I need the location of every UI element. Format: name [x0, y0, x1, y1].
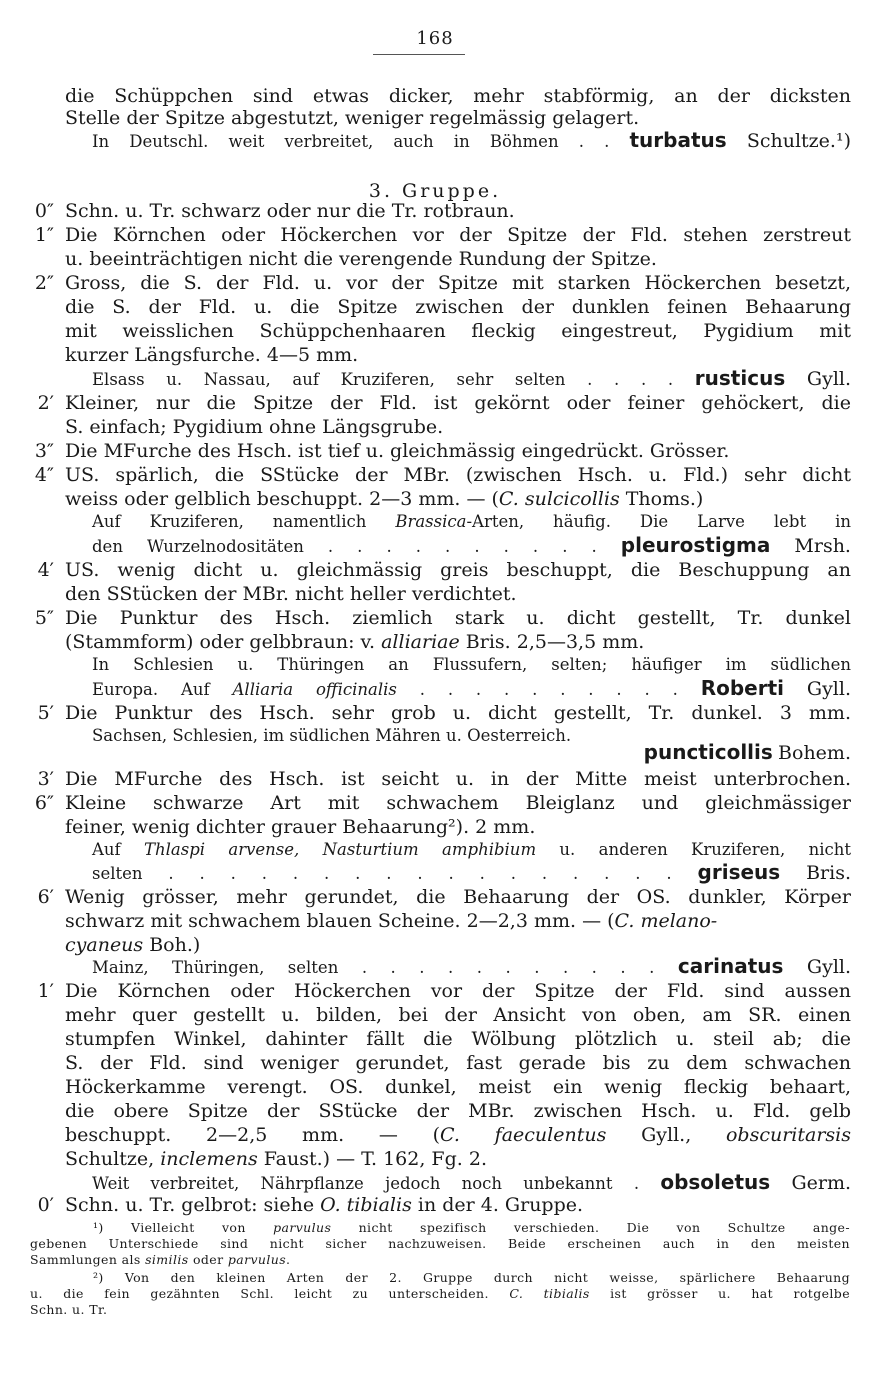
line-text: In Deutschl. weit verbreitet, auch in Böhmen . .	[92, 132, 610, 151]
line-text: selten . . . . . . . . . . . . . . . . .	[92, 864, 672, 883]
line-text: US. spärlich, die SStücke der MBr. (zwischen Hsch. u. Fld.) sehr dicht	[65, 464, 851, 486]
text-line	[65, 1052, 851, 1074]
italic-name: similis	[145, 1252, 189, 1267]
line-text: die obere Spitze der SStücke der MBr. zwischen Hsch. u. Fld. gelb	[65, 1100, 851, 1122]
footnote-line	[93, 1270, 850, 1286]
species-author: Gyll.	[806, 368, 852, 390]
line-text: den SStücken der MBr. nicht heller verdichtet.	[65, 583, 517, 605]
line-text: Kleine schwarze Art mit schwachem Bleiglanz und gleichmässiger	[65, 792, 851, 814]
text-line	[65, 440, 851, 462]
italic-name: C. melano-	[614, 910, 718, 932]
line-text: Schn. u. Tr. schwarz oder nur die Tr. rotbraun.	[65, 200, 515, 222]
line-text: die S. der Fld. u. die Spitze zwischen der dunklen feinen Behaarung	[65, 296, 851, 318]
couplet-label: 4′	[37, 559, 54, 581]
line-text: Elsass u. Nassau, auf Kruziferen, sehr selten . . . .	[92, 370, 674, 389]
line-text: mehr quer gestellt u. bilden, bei der Ansicht von oben, am SR. einen	[65, 1004, 851, 1026]
line-text: Kleiner, nur die Spitze der Fld. ist gekörnt oder feiner gehöckert, die	[65, 392, 851, 414]
species-author: Mrsh.	[794, 535, 851, 557]
text-line	[65, 344, 851, 366]
footnote-line	[30, 1236, 850, 1252]
italic-name: parvulus	[273, 1220, 332, 1235]
couplet-label: 2′	[37, 392, 54, 414]
line-text: S. einfach; Pygidium ohne Längsgrube.	[65, 416, 444, 438]
line-text: Schultze,	[65, 1148, 161, 1170]
header-rule	[373, 54, 465, 55]
italic-name: inclemens	[160, 1148, 258, 1170]
footnote-text: ²) Von den kleinen Arten der 2. Gruppe durch nicht weisse, spärlichere Behaarung	[93, 1270, 850, 1285]
text-line	[92, 368, 851, 388]
text-line	[65, 607, 851, 629]
footnote-line	[30, 1286, 850, 1302]
line-text: Die Körnchen oder Höckerchen vor der Spitze der Fld. sind aussen	[65, 980, 851, 1002]
text-line	[65, 1194, 851, 1216]
text-line	[92, 840, 851, 860]
line-text: Schn. u. Tr. gelbrot: siehe	[65, 1194, 321, 1216]
footnote-text: .	[286, 1252, 291, 1267]
line-text: Sachsen, Schlesien, im südlichen Mähren u. Oesterreich.	[92, 726, 572, 745]
line-text: In Schlesien u. Thüringen an Flussufern, selten; häufiger im südlichen	[92, 655, 851, 674]
couplet-label: 6′	[37, 886, 54, 908]
couplet-label: 2″	[34, 272, 54, 294]
text-line	[65, 272, 851, 294]
italic-name: parvulus	[227, 1252, 287, 1267]
species-author: Schultze.¹)	[746, 130, 851, 152]
line-text: beschuppt. 2—2,5 mm. — (	[65, 1124, 441, 1146]
line-text: mit weisslichen Schüppchenhaaren fleckig eingestreut, Pygidium mit	[65, 320, 851, 342]
line-text: Die MFurche des Hsch. ist seicht u. in der Mitte meist unterbrochen.	[65, 768, 851, 790]
group-heading: 3. Gruppe.	[368, 180, 502, 202]
italic-name: cyaneus	[65, 934, 144, 956]
species-author: Gyll.	[806, 956, 852, 978]
line-text: Gyll.,	[606, 1124, 726, 1146]
species-author: Germ.	[791, 1172, 851, 1194]
text-line	[92, 1172, 851, 1192]
text-line	[65, 768, 851, 790]
text-line	[65, 583, 851, 605]
text-line	[92, 678, 851, 698]
species-name: puncticollis	[643, 740, 773, 764]
text-line	[65, 559, 851, 581]
text-line	[65, 792, 851, 814]
line-text: Die Körnchen oder Höckerchen vor der Spitze der Fld. stehen zerstreut	[65, 224, 851, 246]
couplet-label: 5′	[37, 702, 54, 724]
text-line	[65, 702, 851, 724]
line-text: weiss oder gelblich beschuppt. 2—3 mm. — (	[65, 488, 499, 510]
species-author: Bohem.	[778, 742, 851, 764]
species-name: turbatus	[629, 128, 727, 152]
footnote-line	[30, 1252, 850, 1268]
italic-name: Brassica	[395, 512, 467, 531]
line-text: Europa. Auf	[92, 680, 233, 699]
text-line	[92, 956, 851, 976]
text-line	[65, 980, 851, 1002]
footnote-text: ist grösser u. hat rotgelbe	[589, 1286, 851, 1301]
line-text: -Arten, häufig. Die Larve lebt in	[466, 512, 851, 531]
footnote-text: nicht spezifisch verschieden. Die von Schultze ange-	[331, 1220, 850, 1235]
line-text: Bris. 2,5—3,5 mm.	[459, 631, 645, 653]
text-line	[65, 1076, 851, 1098]
text-line	[65, 464, 851, 486]
italic-name: alliariae	[381, 631, 460, 653]
text-line	[65, 1028, 851, 1050]
species-name: rusticus	[694, 366, 786, 390]
text-line	[65, 1124, 851, 1146]
line-text: (Stammform) oder gelbbraun: v.	[65, 631, 382, 653]
italic-name: C. sulcicollis	[498, 488, 620, 510]
couplet-label: 1′	[37, 980, 54, 1002]
text-line	[92, 130, 851, 150]
couplet-label: 3″	[34, 440, 54, 462]
text-line	[65, 416, 851, 438]
text-line	[92, 742, 851, 762]
line-text: u. anderen Kruziferen, nicht	[536, 840, 851, 859]
text-line	[92, 655, 851, 675]
couplet-label: 0′	[37, 1194, 54, 1216]
line-text: Thoms.)	[619, 488, 704, 510]
footnote-text: oder	[188, 1252, 228, 1267]
footnote-line	[93, 1220, 850, 1236]
species-author: Bris.	[806, 862, 852, 884]
species-name: pleurostigma	[620, 533, 771, 557]
footnote-text: ¹) Vielleicht von	[93, 1220, 274, 1235]
text-line	[65, 1100, 851, 1122]
text-line	[65, 816, 851, 838]
line-text: die Schüppchen sind etwas dicker, mehr stabförmig, an der dicksten	[65, 85, 851, 107]
species-name: griseus	[697, 860, 781, 884]
footnote-text: Schn. u. Tr.	[30, 1302, 108, 1317]
line-text: feiner, wenig dichter grauer Behaarung²). 2 mm.	[65, 816, 536, 838]
line-text: Gross, die S. der Fld. u. vor der Spitze mit starken Höckerchen besetzt,	[65, 272, 851, 294]
text-line	[65, 1148, 851, 1170]
footnote-line	[30, 1302, 850, 1318]
line-text: Die MFurche des Hsch. ist tief u. gleichmässig eingedrückt. Grösser.	[65, 440, 730, 462]
species-name: carinatus	[677, 954, 784, 978]
text-line	[65, 224, 851, 246]
italic-name: obscuritarsis	[725, 1124, 851, 1146]
footnote-text: gebenen Unterschiede sind nicht sicher nachzuweisen. Beide erscheinen auch in den meisten	[30, 1236, 850, 1251]
line-text: Stelle der Spitze abgestutzt, weniger regelmässig gelagert.	[65, 107, 640, 129]
text-line	[65, 934, 851, 956]
text-line	[65, 910, 851, 932]
italic-name: O. tibialis	[320, 1194, 412, 1216]
line-text: US. wenig dicht u. gleichmässig greis beschuppt, die Beschuppung an	[65, 559, 851, 581]
line-text: Auf Kruziferen, namentlich	[92, 512, 396, 531]
line-text: Weit verbreitet, Nährpflanze jedoch noch unbekannt .	[92, 1174, 640, 1193]
line-text: Die Punktur des Hsch. sehr grob u. dicht gestellt, Tr. dunkel. 3 mm.	[65, 702, 851, 724]
line-text: u. beeinträchtigen nicht die verengende Rundung der Spitze.	[65, 248, 657, 270]
text-line	[65, 320, 851, 342]
line-text: den Wurzelnodositäten . . . . . . . . . .	[92, 537, 597, 556]
line-text: stumpfen Winkel, dahinter fällt die Wölbung plötzlich u. steil ab; die	[65, 1028, 851, 1050]
text-line	[92, 512, 851, 532]
italic-name: Alliaria officinalis	[232, 680, 397, 699]
line-text: Boh.)	[143, 934, 201, 956]
italic-name: C. faeculentus	[440, 1124, 607, 1146]
couplet-label: 3′	[37, 768, 54, 790]
page-number: 168	[416, 28, 454, 49]
text-line	[65, 296, 851, 318]
footnote-text: u. die fein gezähnten Schl. leicht zu unterscheiden.	[30, 1286, 510, 1301]
line-text: Die Punktur des Hsch. ziemlich stark u. dicht gestellt, Tr. dunkel	[65, 607, 851, 629]
line-text: S. der Fld. sind weniger gerundet, fast gerade bis zu dem schwachen	[65, 1052, 851, 1074]
text-line	[65, 392, 851, 414]
couplet-label: 6″	[34, 792, 54, 814]
text-line	[65, 886, 851, 908]
species-author: Gyll.	[806, 678, 851, 700]
text-line	[92, 862, 851, 882]
species-name: Roberti	[700, 676, 785, 700]
line-text: Faust.) — T. 162, Fg. 2.	[257, 1148, 487, 1170]
line-text: Auf	[92, 840, 144, 859]
text-line	[65, 200, 851, 222]
text-line	[92, 535, 851, 555]
line-text: Wenig grösser, mehr gerundet, die Behaarung der OS. dunkler, Körper	[65, 886, 851, 908]
text-line	[65, 248, 851, 270]
text-line	[65, 631, 851, 653]
text-line	[65, 85, 851, 107]
text-line	[65, 488, 851, 510]
footnote-text: Sammlungen als	[30, 1252, 146, 1267]
couplet-label: 4″	[34, 464, 54, 486]
italic-name: C. tibialis	[509, 1286, 590, 1301]
italic-name: Thlaspi arvense, Nasturtium amphibium	[143, 840, 537, 859]
text-line	[65, 107, 851, 129]
line-text: schwarz mit schwachem blauen Scheine. 2—2,3 mm. — (	[65, 910, 615, 932]
line-text: in der 4. Gruppe.	[411, 1194, 584, 1216]
line-text: . . . . . . . . . .	[396, 680, 678, 699]
line-text: kurzer Längsfurche. 4—5 mm.	[65, 344, 359, 366]
couplet-label: 5″	[34, 607, 54, 629]
text-line	[65, 1004, 851, 1026]
couplet-label: 0″	[34, 200, 54, 222]
couplet-label: 1″	[34, 224, 54, 246]
species-name: obsoletus	[660, 1170, 771, 1194]
line-text: Mainz, Thüringen, selten . . . . . . . . . . .	[92, 958, 655, 977]
line-text: Höckerkamme verengt. OS. dunkel, meist ein wenig fleckig behaart,	[65, 1076, 851, 1098]
